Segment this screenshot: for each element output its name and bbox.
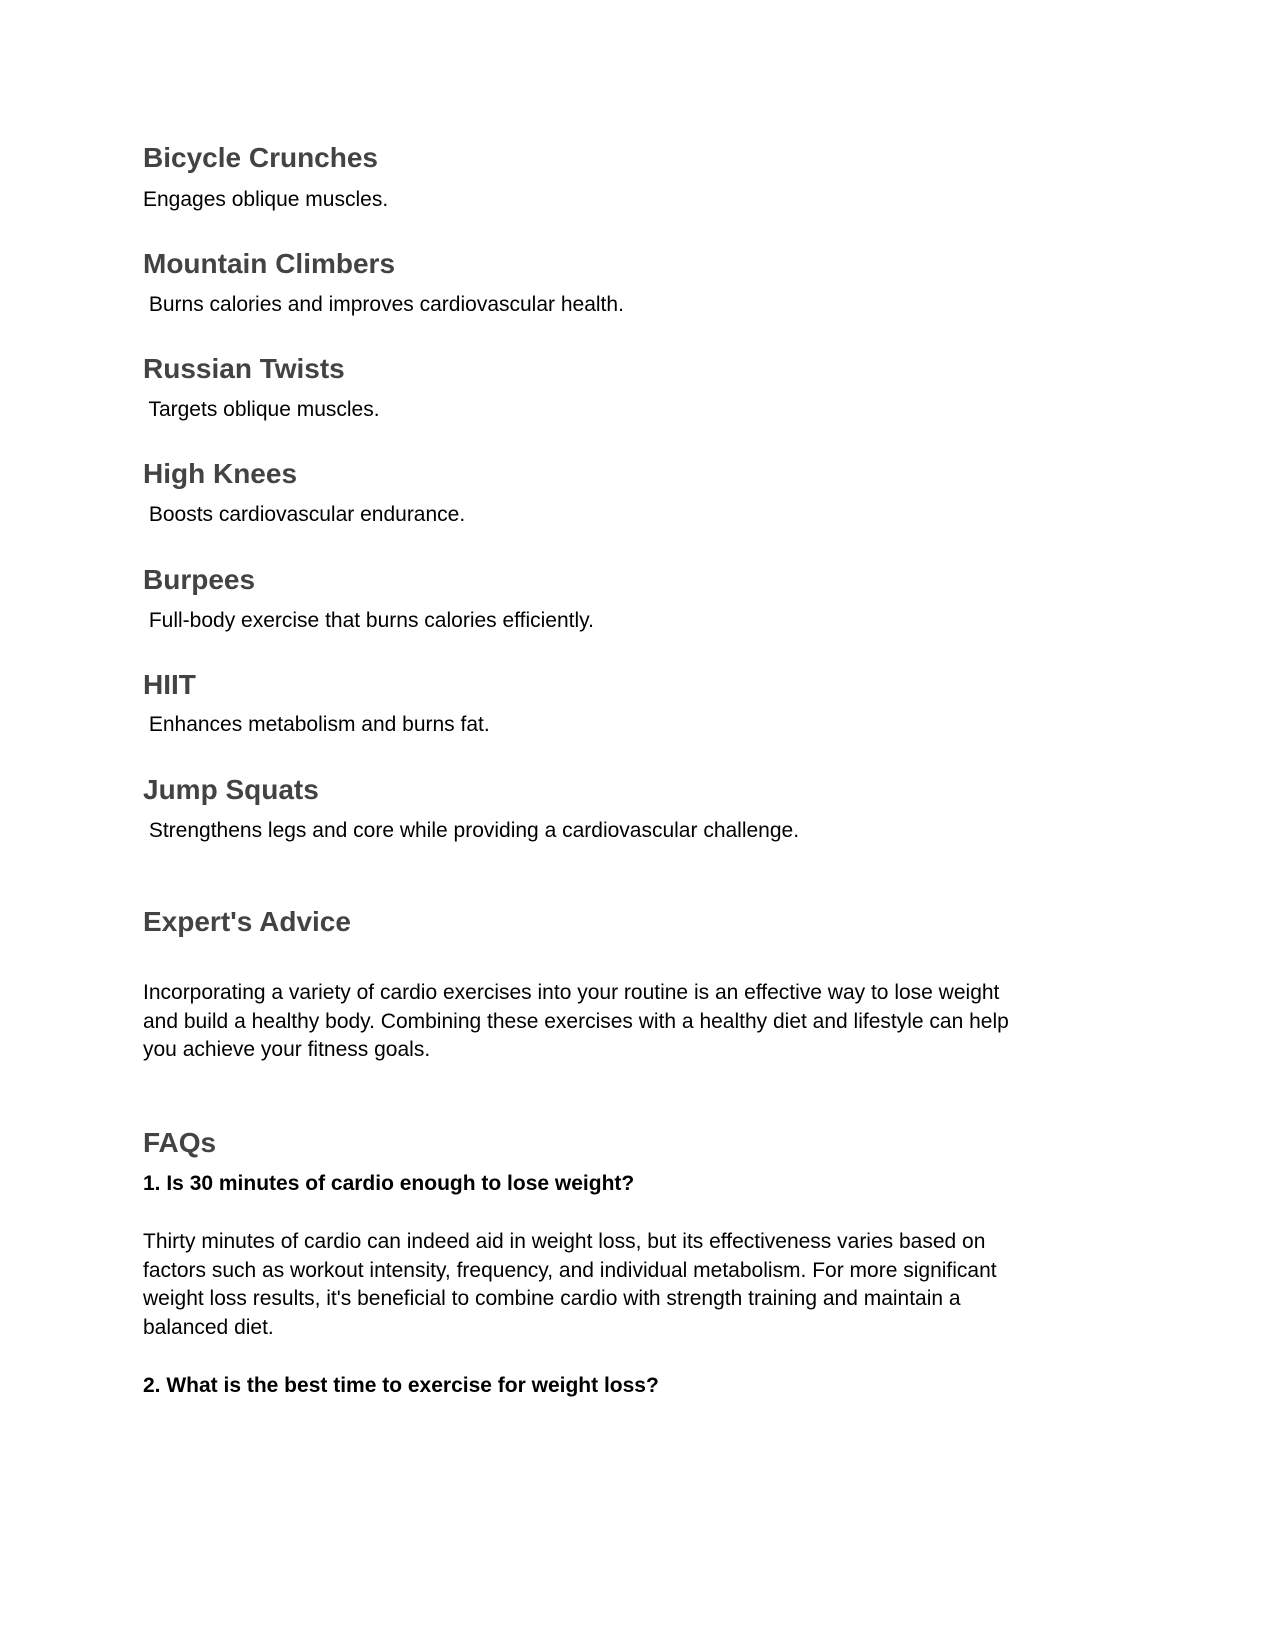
paragraph-line: you achieve your fitness goals. bbox=[143, 1038, 431, 1061]
exercise-title: HIIT bbox=[143, 669, 196, 700]
expert-advice-paragraph bbox=[143, 981, 1009, 1067]
exercise-description: Boosts cardiovascular endurance. bbox=[143, 503, 466, 526]
faq-question: 2. What is the best time to exercise for weight loss? bbox=[143, 1374, 659, 1397]
exercise-title: Mountain Climbers bbox=[143, 248, 396, 279]
answer-line: balanced diet. bbox=[143, 1315, 274, 1339]
faq-answer bbox=[143, 1230, 997, 1344]
answer-line: weight loss results, it's beneficial to combine cardio with strength training and maintain a bbox=[143, 1287, 961, 1310]
exercise-title: High Knees bbox=[143, 458, 298, 489]
answer-line: factors such as workout intensity, frequency, and individual metabolism. For more significant bbox=[143, 1258, 997, 1282]
exercise-title: Jump Squats bbox=[143, 774, 319, 805]
exercise-description: Targets oblique muscles. bbox=[143, 398, 380, 421]
exercise-description: Burns calories and improves cardiovascular health. bbox=[143, 293, 624, 316]
exercise-title: Burpees bbox=[143, 564, 256, 595]
faq-question: 1. Is 30 minutes of cardio enough to lose weight? bbox=[143, 1172, 635, 1195]
exercise-description: Strengthens legs and core while providing a cardiovascular challenge. bbox=[143, 819, 800, 842]
exercise-description: Full-body exercise that burns calories efficiently. bbox=[143, 609, 594, 632]
paragraph-line: Incorporating a variety of cardio exercises into your routine is an effective way to lose weight bbox=[143, 981, 1000, 1004]
exercise-title: Russian Twists bbox=[143, 353, 345, 384]
paragraph-line: and build a healthy body. Combining these exercises with a healthy diet and lifestyle can help bbox=[143, 1009, 1009, 1033]
expert-advice-heading: Expert's Advice bbox=[143, 906, 351, 937]
exercise-description: Engages oblique muscles. bbox=[143, 188, 389, 211]
exercise-title: Bicycle Crunches bbox=[143, 142, 378, 173]
exercise-description: Enhances metabolism and burns fat. bbox=[143, 713, 490, 736]
answer-line: Thirty minutes of cardio can indeed aid in weight loss, but its effectiveness varies based on bbox=[143, 1230, 986, 1253]
faqs-heading: FAQs bbox=[143, 1127, 217, 1158]
